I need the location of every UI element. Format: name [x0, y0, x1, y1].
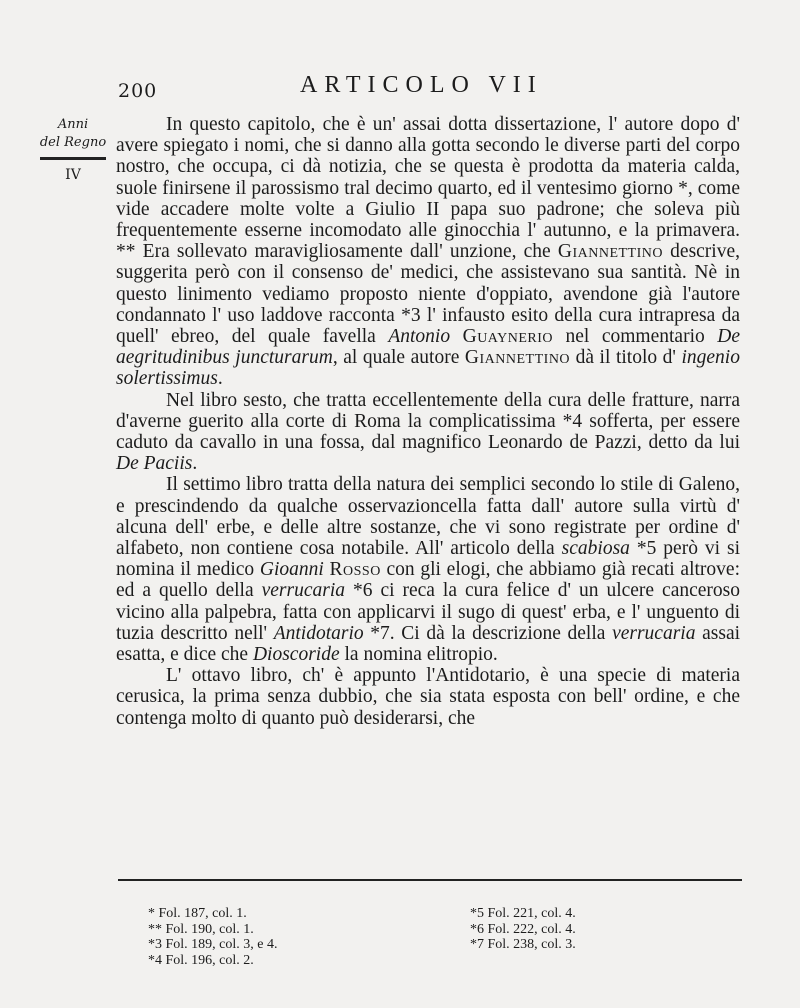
paragraph-3	[116, 474, 740, 665]
footnote-divider	[118, 879, 742, 881]
plant-name: verrucaria	[612, 622, 696, 644]
latin-name: De Paciis	[116, 453, 193, 475]
text-run: *5 però vi si nomina il medico	[116, 538, 740, 581]
body-text	[116, 114, 740, 729]
footnotes-left	[148, 906, 278, 968]
running-title: ARTICOLO VII	[300, 72, 543, 98]
work-title: Antidotario	[273, 622, 364, 644]
paragraph-2	[116, 390, 740, 475]
text-run: assai esatta, e dice che	[116, 622, 741, 666]
work-title: De aegritudinibus juncturarum	[116, 326, 741, 369]
footnote: ** Fol. 190, col. 1.	[148, 921, 254, 937]
author-name: Giannettino	[557, 241, 663, 263]
footnote: *6 Fol. 222, col. 4.	[470, 921, 576, 937]
space	[450, 326, 463, 347]
author-first-name: Antonio	[388, 326, 451, 348]
text-run: , al quale autore	[332, 347, 465, 369]
latin-phrase: ingenio solertissimus	[116, 347, 740, 390]
text-run: .	[217, 368, 223, 390]
footnote: * Fol. 187, col. 1.	[148, 906, 247, 921]
text-run: Il settimo libro tratta della natura dei semplici secondo lo stile di Galeno, e prescindendo da qualche osservazioncella fatta dall' autore sulla virtù d' alcuna dell' erbe, e delle altre sostanze, che vi sono registrate per ordine d' alfabeto, non contiene cosa notabile. All' articolo della	[116, 474, 740, 560]
text-run: L' ottavo libro, ch' è appunto l'Antidotario, è una specie di materia cerusica, la prima senza dubbio, che sia stata esposta con bell' ordine, e che contenga molto di quanto può desiderarsi, che	[116, 665, 740, 729]
text-run: In questo capitolo, che è un' assai dotta dissertazione, l' autore dopo d' avere spiegato i nomi, che si danno alla gotta secondo le diverse parti del corpo nostro, che occupa, ci dà notizia, che se questa è prodotta da materia calda, suole finirsene il parossismo tral decimo quarto, ed il ventesimo giorno *, come vide accadere molte volte a Giulio II papa suo padrone; che soleva più frequentemente esserne incomodato alle ginocchia l' autunno, e la primavera. ** Era sollevato maravigliosamente dall' unzione, che	[116, 114, 740, 263]
text-run: Nel libro sesto, che tratta eccellentemente della cura delle fratture, narra d'averne guerito alla corte di Roma la complicatissima *4 sofferta, per essere caduto da cavallo in una fossa, dal magnifico Leonardo de Pazzi, detto da lui	[116, 389, 740, 454]
text-run: dà il titolo d'	[570, 347, 682, 369]
footnote: *7 Fol. 238, col. 3.	[470, 937, 576, 952]
margin-note-rule	[40, 157, 106, 160]
plant-name: verrucaria	[261, 580, 345, 602]
person-surname: Rosso	[329, 559, 381, 581]
text-run: la nomina elitropio.	[339, 644, 498, 666]
margin-note-roman: IV	[65, 167, 81, 183]
page-number: 200	[118, 80, 158, 102]
text-run: nel commentario	[553, 326, 718, 348]
paragraph-1	[116, 114, 740, 390]
author-name: Giannettino	[464, 347, 571, 369]
text-run: *7. Ci dà la descrizione della	[363, 622, 613, 644]
margin-note-line1: Anni	[57, 117, 89, 132]
footnotes-right	[470, 906, 576, 953]
margin-note	[34, 116, 112, 184]
author-name: Dioscoride	[252, 644, 340, 666]
footnote: *4 Fol. 196, col. 2.	[148, 952, 254, 968]
text-run: descrive, suggerita però con il consenso de' medici, che assistevano sua santità. Nè in questo linimento vediamo proposto niente d'oppiato, avendone già l'autore condannato l' uso laddove racconta *3 l' infausto esito della cura intrapresa da quell' ebreo, del quale favella	[116, 241, 741, 348]
plant-name: scabiosa	[561, 538, 630, 560]
margin-note-line2: del Regno	[39, 135, 107, 150]
person-first-name: Gioanni	[259, 559, 324, 581]
footnote: *5 Fol. 221, col. 4.	[470, 906, 576, 921]
text-run: .	[192, 453, 198, 475]
text-run: *6 ci reca la cura felice d' un ulcere canceroso vicino alla palpebra, fatta con applicarvi il sugo di quest' erba, e l' unguento di tuzia descritto nell'	[116, 580, 741, 644]
footnote: *3 Fol. 189, col. 3, e 4.	[148, 937, 278, 952]
author-name: Guaynerio	[462, 326, 554, 348]
paragraph-4	[116, 665, 740, 729]
text-run: con gli elogi, che abbiamo già recati altrove: ed a quello della	[116, 559, 740, 602]
